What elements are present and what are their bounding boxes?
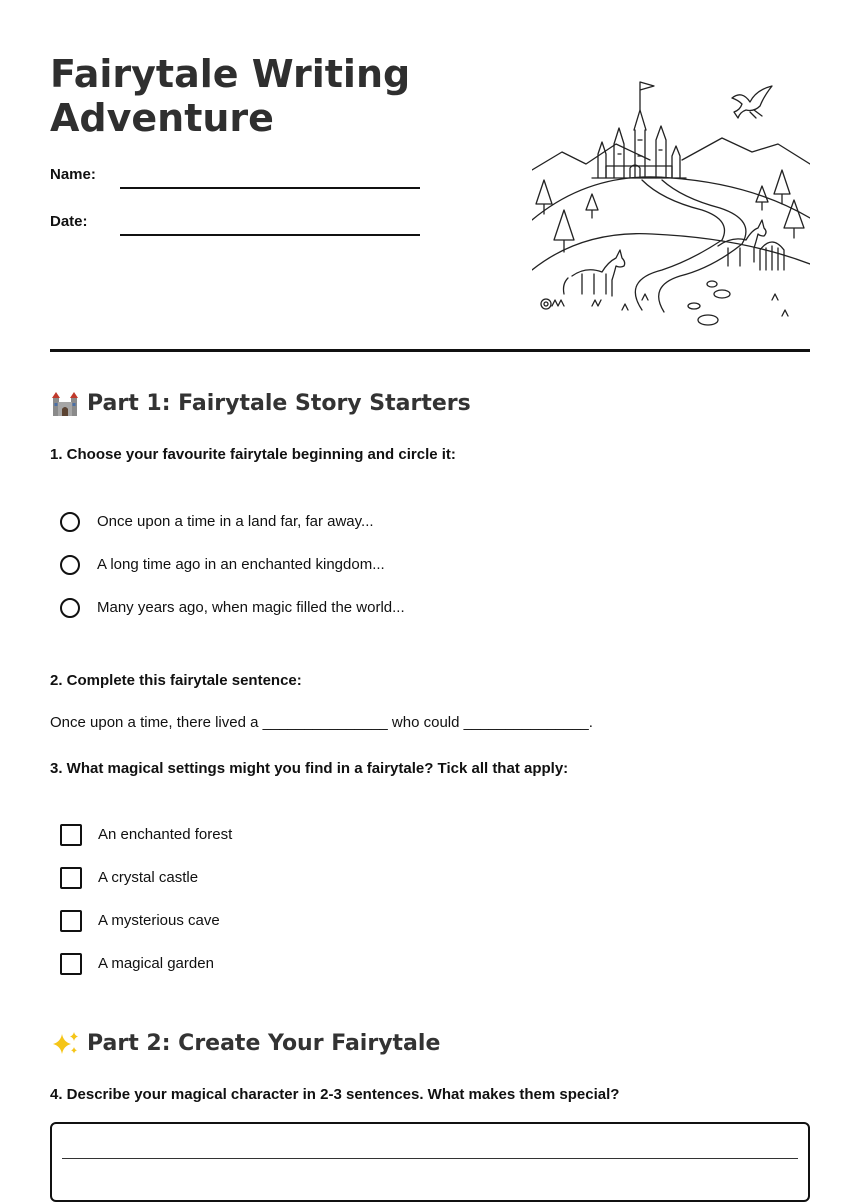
q3-option-3[interactable] — [60, 910, 220, 932]
option-label: Many years ago, when magic filled the world... — [97, 599, 405, 616]
character-description-box[interactable] — [50, 1122, 810, 1202]
date-label: Date: — [50, 213, 88, 230]
checkbox[interactable] — [60, 867, 82, 889]
question-1: 1. Choose your favourite fairytale beginning and circle it: — [50, 446, 456, 463]
q3-option-2[interactable] — [60, 867, 198, 889]
name-label: Name: — [50, 166, 96, 183]
writing-line — [62, 1158, 798, 1159]
worksheet-title: Fairytale Writing Adventure — [50, 52, 411, 140]
radio-circle[interactable] — [60, 598, 80, 618]
checkbox[interactable] — [60, 824, 82, 846]
part2-heading-text: Part 2: Create Your Fairytale — [87, 1031, 441, 1056]
castle-icon — [50, 390, 80, 418]
part2-heading — [50, 1030, 440, 1058]
q1-option-3[interactable] — [60, 597, 405, 619]
question-2: 2. Complete this fairytale sentence: — [50, 672, 302, 689]
question-3: 3. What magical settings might you find in a fairytale? Tick all that apply: — [50, 760, 569, 777]
option-label: A long time ago in an enchanted kingdom... — [97, 556, 385, 573]
date-field[interactable] — [120, 234, 420, 236]
q3-option-1[interactable] — [60, 824, 232, 846]
question-4: 4. Describe your magical character in 2-3 sentences. What makes them special? — [50, 1086, 620, 1103]
option-label: Once upon a time in a land far, far away... — [97, 513, 374, 530]
checkbox[interactable] — [60, 910, 82, 932]
option-label: A mysterious cave — [98, 912, 220, 929]
option-label: An enchanted forest — [98, 826, 233, 843]
name-field[interactable] — [120, 187, 420, 189]
fill-in-sentence[interactable]: Once upon a time, there lived a _______________ who could _______________. — [50, 714, 593, 731]
q1-option-2[interactable] — [60, 554, 385, 576]
option-label: A magical garden — [98, 955, 214, 972]
part1-heading-text: Part 1: Fairytale Story Starters — [87, 391, 471, 416]
q3-option-4[interactable] — [60, 953, 214, 975]
header-divider — [50, 349, 810, 352]
radio-circle[interactable] — [60, 512, 80, 532]
part1-heading — [50, 390, 471, 418]
q1-option-1[interactable] — [60, 511, 374, 533]
radio-circle[interactable] — [60, 555, 80, 575]
castle-landscape-illustration — [532, 70, 810, 332]
checkbox[interactable] — [60, 953, 82, 975]
sparkles-icon — [50, 1030, 80, 1058]
option-label: A crystal castle — [98, 869, 199, 886]
